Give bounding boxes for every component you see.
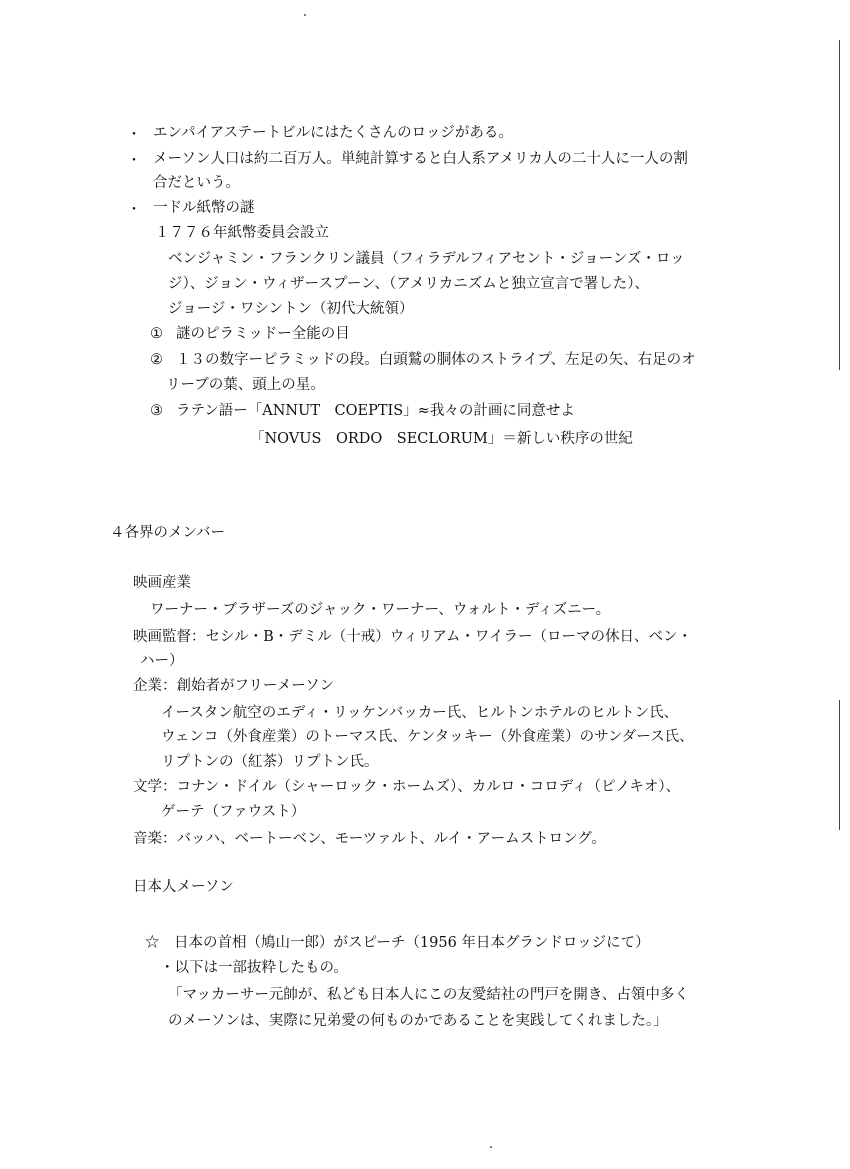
bullet-text: 一ドル紙幣の謎 [153, 200, 255, 216]
member-line: ウェンコ（外食産業）のトーマス氏、ケンタッキー（外食産業）のサンダース氏、 [161, 729, 694, 745]
mystery-number: ① [150, 326, 163, 342]
excerpt-note: ・以下は一部抜粋したもの。 [160, 960, 348, 976]
scan-edge-line [839, 40, 840, 370]
quote-line: のメーソンは、実際に兄弟愛の何ものかであることを実践してくれました。」 [168, 1013, 668, 1029]
committee-title: １７７６年紙幣委員会設立 [155, 225, 329, 241]
member-line: 文学：コナン・ドイル（シャーロック・ホームズ）、カルロ・コロディ（ピノキオ）、 [133, 779, 681, 795]
category-label: 企業：創始者がフリーメーソン [133, 678, 335, 694]
mystery-number: ③ [150, 403, 163, 419]
bullet-text: メーソン人口は約二百万人。単純計算すると白人系アメリカ人の二十人に一人の割 [153, 151, 688, 167]
mystery-text: ラテン語ー「ANNUT COEPTIS」≈我々の計画に同意せよ [176, 403, 575, 419]
member-line: リプトンの（紅茶）リプトン氏。 [161, 754, 379, 770]
committee-line: ジ）、ジョン・ウィザースプーン、（アメリカニズムと独立宣言で署した）、 [168, 276, 649, 292]
committee-line: ジョージ・ワシントン（初代大統領） [168, 301, 414, 317]
mystery-number: ② [150, 352, 163, 368]
member-line: イースタン航空のエディ・リッケンバッカー氏、ヒルトンホテルのヒルトン氏、 [161, 705, 679, 721]
bullet-text: エンパイアステートビルにはたくさんのロッジがある。 [153, 125, 513, 141]
section-heading: ４各界のメンバー [110, 525, 225, 541]
mystery-text: １３の数字ーピラミッドの段。白頭鷲の胴体のストライプ、左足の矢、右足のオ [176, 352, 696, 368]
scan-edge-line [839, 700, 840, 830]
committee-line: ベンジャミン・フランクリン議員（フィラデルフィアセント・ジョーンズ・ロッ [168, 251, 685, 267]
mystery-text: 「NOVUS ORDO SECLORUM」＝新しい秩序の世紀 [250, 431, 633, 447]
star-line: ☆ 日本の首相（鳩山一郎）がスピーチ（1956 年日本グランドロッジにて） [145, 935, 650, 951]
bullet-mark: ・ [127, 153, 141, 169]
scan-speck [304, 14, 306, 16]
member-line: 音楽：バッハ、ベートーベン、モーツァルト、ルイ・アームストロング。 [133, 831, 606, 847]
member-line: ワーナー・ブラザーズのジャック・ワーナー、ウォルト・ディズニー。 [150, 602, 611, 618]
scan-speck [490, 1146, 492, 1148]
category-label: 映画産業 [133, 575, 191, 591]
member-line: ハー） [140, 653, 184, 669]
quote-line: 「マッカーサー元帥が、私ども日本人にこの友愛結社の門戸を開き、占領中多く [168, 987, 689, 1003]
member-line: ゲーテ（ファウスト） [161, 804, 306, 820]
bullet-mark: ・ [127, 127, 141, 143]
member-line: 映画監督：セシル・B・デミル（十戒）ウィリアム・ワイラー（ローマの休日、ベン・ [133, 629, 692, 645]
section-heading: 日本人メーソン [133, 879, 234, 895]
mystery-text: リーブの葉、頭上の星。 [166, 377, 325, 393]
bullet-mark: ・ [127, 202, 141, 218]
bullet-text: 合だという。 [153, 175, 240, 191]
mystery-text: 謎のピラミッドー全能の目 [176, 326, 350, 342]
